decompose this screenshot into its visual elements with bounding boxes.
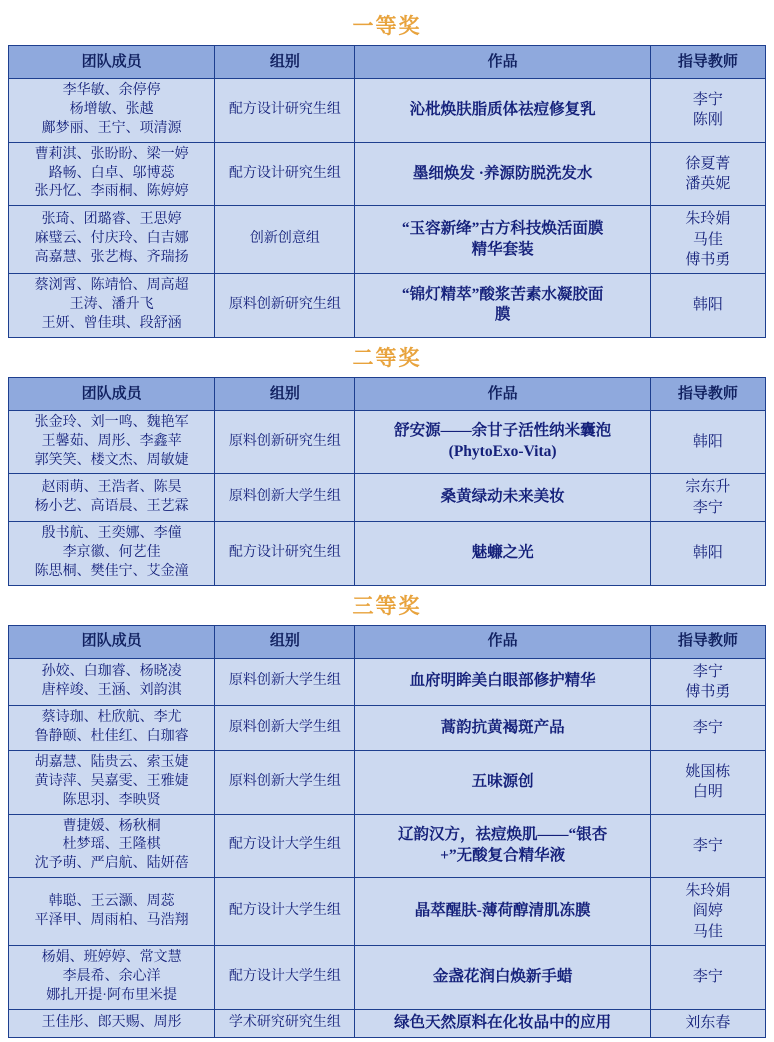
members-line: 胡嘉慧、陆贵云、索玉婕 (34, 754, 189, 770)
cell-teacher (650, 79, 765, 143)
teacher-line: 朱玲娟 (685, 211, 731, 228)
members-line: 张丹忆、李雨桐、陈婷婷 (34, 184, 189, 200)
cell-work (355, 814, 650, 878)
cell-group (215, 142, 355, 206)
teacher-line: 韩阳 (692, 433, 723, 450)
column-header-teacher: 指导教师 (650, 625, 765, 658)
work-line: (PhytoExo-Vita) (448, 443, 557, 461)
members-line: 王佳彤、郎天赐、周彤 (41, 1014, 182, 1030)
cell-teacher (650, 814, 765, 878)
members-line: 郭笑笑、楼文杰、周敏婕 (34, 452, 189, 468)
table-row (9, 658, 766, 706)
cell-work (355, 521, 650, 585)
cell-group (215, 521, 355, 585)
teacher-line: 姚国栋 (685, 763, 731, 780)
column-header-group: 组别 (215, 46, 355, 79)
work-line: 绿色天然原料在化妆品中的应用 (394, 1013, 612, 1031)
members-line: 王涛、潘升飞 (69, 296, 154, 312)
members-line: 李晨希、余心洋 (62, 968, 161, 984)
cell-members (9, 814, 215, 878)
cell-work (355, 206, 650, 274)
column-header-teacher: 指导教师 (650, 46, 765, 79)
teacher-line: 李宁 (692, 719, 723, 736)
table-row (9, 410, 766, 474)
cell-teacher (650, 274, 765, 338)
award-sections (8, 6, 766, 1038)
award-section-title: 一等奖 (352, 15, 422, 38)
teacher-line: 徐夏菁 (685, 155, 731, 172)
members-line: 杨娟、班婷婷、常文慧 (41, 949, 182, 965)
column-header-teacher: 指导教师 (650, 377, 765, 410)
teacher-line: 李宁 (692, 663, 723, 680)
work-line: 五味源创 (471, 772, 534, 790)
members-line: 殷书航、王奕娜、李僮 (41, 525, 182, 541)
column-header-group: 组别 (215, 625, 355, 658)
column-header-members: 团队成员 (9, 46, 215, 79)
award-section (8, 586, 766, 1038)
teacher-line: 李宁 (692, 499, 723, 516)
cell-teacher (650, 142, 765, 206)
cell-group (215, 750, 355, 814)
cell-work (355, 658, 650, 706)
column-header-work: 作品 (355, 377, 650, 410)
column-header-work: 作品 (355, 625, 650, 658)
teacher-line: 马佳 (692, 923, 723, 940)
members-line: 曹捷媛、杨秋桐 (62, 818, 161, 834)
cell-members (9, 79, 215, 143)
cell-work (355, 79, 650, 143)
teacher-line: 宗东升 (685, 479, 731, 496)
group-line: 配方设计大学生组 (228, 837, 341, 853)
members-line: 沈予萌、严启航、陆妍蓓 (34, 856, 189, 872)
column-header-work: 作品 (355, 46, 650, 79)
teacher-line: 朱玲娟 (685, 883, 731, 900)
members-line: 杨增敏、张越 (69, 101, 154, 117)
cell-members (9, 142, 215, 206)
work-line: 血府明眸美白眼部修护精华 (409, 672, 596, 690)
work-line: 魅蠊之光 (471, 543, 534, 561)
group-line: 原料创新大学生组 (228, 719, 341, 735)
table-row (9, 474, 766, 522)
work-line: 辽韵汉方，祛痘焕肌——“银杏 (397, 825, 608, 843)
group-line: 原料创新研究生组 (228, 296, 341, 312)
members-line: 杜梦瑶、王隆棋 (62, 837, 161, 853)
members-line: 鲁静颐、杜佳红、白珈睿 (34, 729, 189, 744)
cell-group (215, 1009, 355, 1037)
cell-group (215, 274, 355, 338)
members-line: 蔡诗珈、杜欣航、李尤 (41, 710, 182, 726)
cell-work (355, 274, 650, 338)
table-header-row (9, 46, 766, 79)
group-line: 配方设计研究生组 (228, 544, 341, 560)
cell-members (9, 878, 215, 946)
column-header-members: 团队成员 (9, 625, 215, 658)
cell-work (355, 474, 650, 522)
table-row (9, 274, 766, 338)
cell-teacher (650, 410, 765, 474)
cell-members (9, 410, 215, 474)
members-line: 张琦、团璐睿、王思婷 (41, 212, 182, 228)
cell-teacher (650, 658, 765, 706)
cell-members (9, 706, 215, 751)
teacher-line: 李宁 (692, 969, 723, 986)
award-table (8, 377, 766, 586)
work-line: 膜 (494, 306, 511, 324)
members-line: 陈思羽、李映贤 (62, 792, 161, 808)
cell-work (355, 706, 650, 751)
award-table (8, 625, 766, 1038)
teacher-line: 白明 (692, 784, 723, 801)
group-line: 配方设计研究生组 (228, 101, 341, 117)
award-section (8, 6, 766, 338)
column-header-group: 组别 (215, 377, 355, 410)
members-line: 鄺梦丽、王宁、项清源 (41, 120, 182, 136)
teacher-line: 李宁 (692, 837, 723, 854)
award-section-title: 三等奖 (352, 594, 422, 618)
table-row (9, 521, 766, 585)
members-line: 王妍、曾佳琪、段舒涵 (41, 315, 182, 331)
work-line: 蒿韵抗黄褐斑产品 (440, 718, 565, 736)
cell-work (355, 142, 650, 206)
cell-group (215, 79, 355, 143)
teacher-line: 阎婷 (692, 903, 723, 920)
members-line: 李京徽、何艺佳 (62, 544, 161, 560)
cell-teacher (650, 521, 765, 585)
cell-teacher (650, 750, 765, 814)
group-line: 配方设计大学生组 (228, 903, 341, 919)
table-row (9, 706, 766, 751)
teacher-line: 马佳 (692, 231, 723, 248)
work-line: 精华套装 (471, 240, 534, 258)
cell-group (215, 878, 355, 946)
group-line: 原料创新大学生组 (228, 489, 341, 505)
cell-teacher (650, 706, 765, 751)
table-row (9, 1009, 766, 1037)
table-row (9, 79, 766, 143)
table-row (9, 750, 766, 814)
members-line: 韩聪、王云灏、周蕊 (48, 893, 175, 909)
group-line: 原料创新研究生组 (228, 433, 341, 449)
table-header-row (9, 377, 766, 410)
members-line: 张金玲、刘一鸣、魏艳军 (34, 414, 189, 430)
cell-group (215, 814, 355, 878)
members-line: 蔡浏霄、陈靖恰、周高超 (34, 278, 189, 294)
table-row (9, 814, 766, 878)
teacher-line: 傅书勇 (685, 683, 731, 700)
teacher-line: 陈刚 (692, 112, 723, 129)
teacher-line: 潘英妮 (685, 176, 731, 192)
teacher-line: 傅书勇 (685, 251, 731, 268)
cell-teacher (650, 474, 765, 522)
work-line: 桑黄绿动未来美妆 (440, 488, 565, 506)
teacher-line: 韩阳 (692, 545, 723, 562)
table-row (9, 878, 766, 946)
work-line: 舒安源——余甘子活性纳米囊泡 (394, 422, 612, 440)
cell-group (215, 945, 355, 1009)
work-line: 墨细焕发 ·养源防脱洗发水 (412, 164, 593, 182)
teacher-line: 韩阳 (692, 297, 723, 314)
cell-teacher (650, 1009, 765, 1037)
members-line: 赵雨萌、王浩者、陈昊 (41, 479, 182, 495)
members-line: 娜扎开提·阿布里米提 (46, 987, 177, 1003)
table-row (9, 142, 766, 206)
cell-members (9, 474, 215, 522)
work-line: 沁枇焕肤脂质体祛痘修复乳 (409, 100, 596, 118)
teacher-line: 刘东春 (685, 1014, 731, 1031)
cell-group (215, 706, 355, 751)
award-table (8, 45, 766, 338)
cell-members (9, 1009, 215, 1037)
award-section-title: 二等奖 (352, 346, 422, 370)
cell-members (9, 750, 215, 814)
cell-teacher (650, 206, 765, 274)
group-line: 配方设计大学生组 (228, 968, 341, 984)
members-line: 唐梓竣、王涵、刘韵淇 (41, 682, 182, 698)
members-line: 路畅、白卓、邬博蕊 (48, 165, 175, 181)
cell-members (9, 945, 215, 1009)
members-line: 杨小艺、高语晨、王艺霖 (34, 498, 189, 514)
table-row (9, 945, 766, 1009)
cell-members (9, 521, 215, 585)
cell-group (215, 658, 355, 706)
cell-teacher (650, 878, 765, 946)
group-line: 原料创新大学生组 (228, 673, 341, 689)
table-row (9, 206, 766, 274)
group-line: 学术研究研究生组 (228, 1014, 341, 1030)
column-header-members: 团队成员 (9, 377, 215, 410)
cell-work (355, 1009, 650, 1037)
cell-group (215, 474, 355, 522)
work-line: +”无酸复合精华液 (440, 846, 566, 864)
cell-work (355, 878, 650, 946)
cell-members (9, 274, 215, 338)
teacher-line: 李宁 (692, 92, 723, 109)
work-line: “锦灯精萃”酸浆苦素水凝胶面 (401, 285, 604, 303)
work-line: “玉容新绛”古方科技焕活面膜 (401, 219, 604, 237)
cell-members (9, 206, 215, 274)
cell-teacher (650, 945, 765, 1009)
table-header-row (9, 625, 766, 658)
members-line: 平泽甲、周雨柏、马浩翔 (34, 912, 189, 928)
members-line: 曹莉淇、张盼盼、梁一婷 (34, 146, 189, 162)
members-line: 李华敏、余停停 (62, 83, 161, 98)
members-line: 王馨茹、周彤、李鑫苹 (41, 433, 182, 449)
work-line: 晶萃醒肤-薄荷醇清肌冻膜 (414, 902, 591, 920)
members-line: 孙姣、白珈睿、杨晓凌 (41, 663, 182, 679)
cell-group (215, 206, 355, 274)
members-line: 陈思桐、樊佳宁、艾金潼 (34, 563, 189, 579)
cell-members (9, 658, 215, 706)
members-line: 黄诗萍、吴嘉雯、王雅婕 (34, 773, 189, 789)
group-line: 配方设计研究生组 (228, 165, 341, 181)
cell-work (355, 410, 650, 474)
members-line: 麻璧云、付庆玲、白吉娜 (34, 231, 189, 247)
cell-work (355, 750, 650, 814)
award-section (8, 338, 766, 586)
group-line: 原料创新大学生组 (228, 773, 341, 789)
cell-group (215, 410, 355, 474)
cell-work (355, 945, 650, 1009)
work-line: 金盏花润白焕新手蜡 (432, 967, 573, 985)
members-line: 高嘉慧、张艺梅、齐瑞扬 (34, 250, 189, 266)
group-line: 创新创意组 (249, 231, 320, 247)
